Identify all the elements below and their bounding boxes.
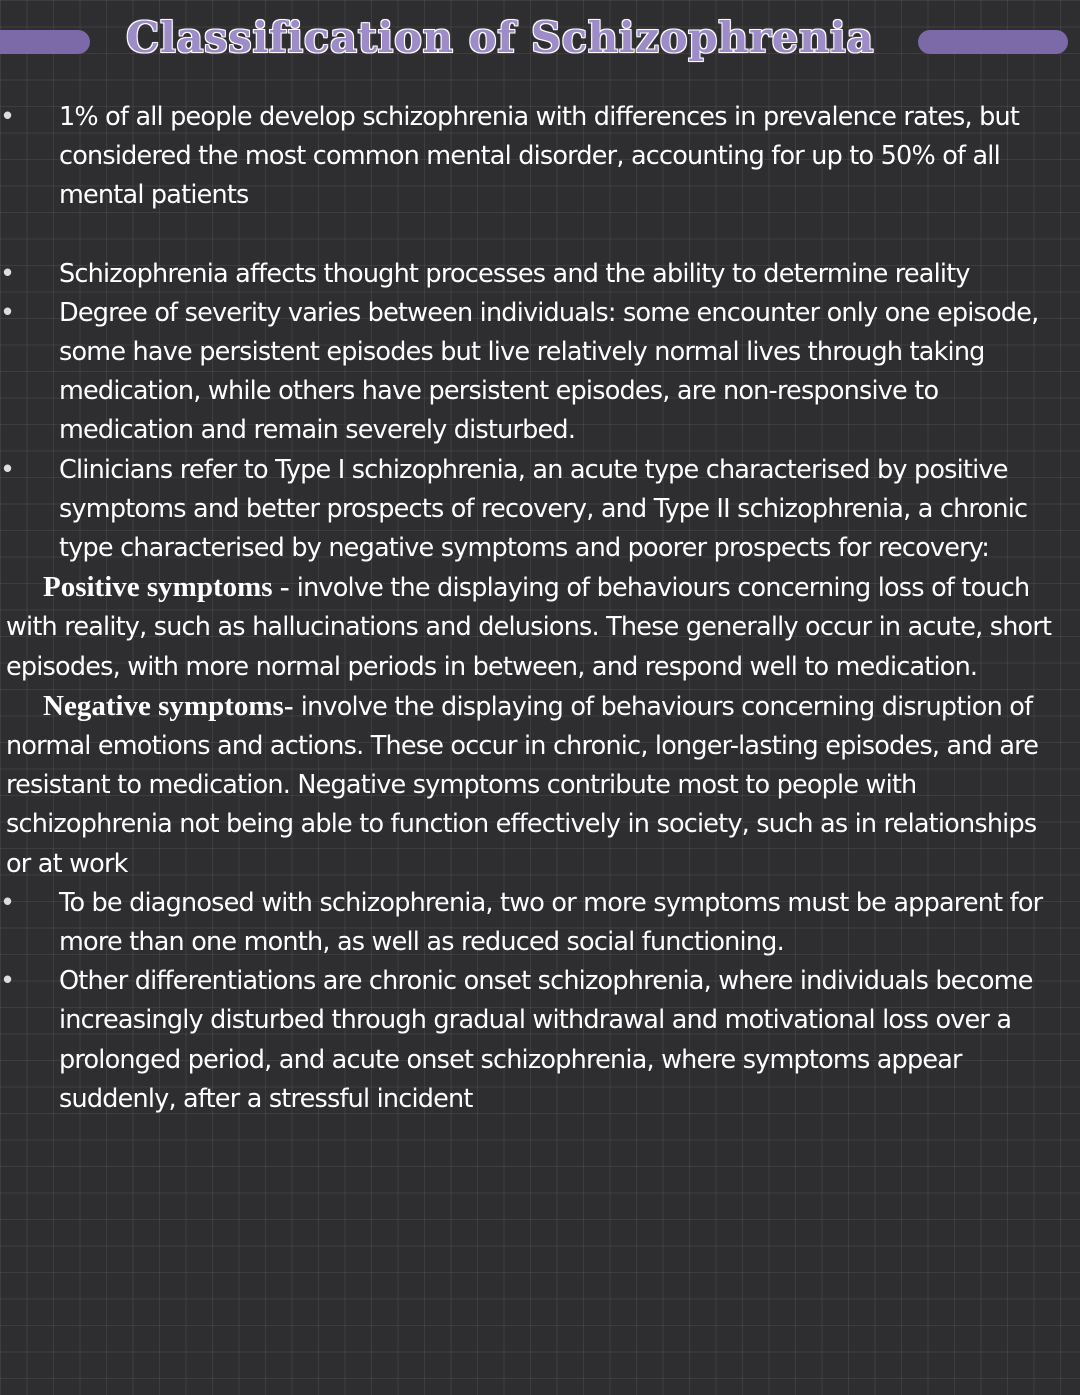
bullet-text: 1% of all people develop schizophrenia with differences in prevalence rates, but considered the most common mental disorder, accounting for up to 50% of all mental patients xyxy=(59,102,1020,211)
bullet-text: Clinicians refer to Type I schizophrenia, an acute type characterised by positive symptoms and better prospects of recovery, and Type II schizophrenia, a chronic type characterised by negative symptoms and poorer prospects for recovery: xyxy=(59,454,1028,564)
notes-body xyxy=(0,98,1080,1119)
bullet-text: Schizophrenia affects thought processes and the ability to determine reality xyxy=(59,258,970,289)
bullet-icon: • xyxy=(0,258,15,289)
negative-symptoms-term: Negative symptoms- xyxy=(43,689,294,722)
bullet-text: To be diagnosed with schizophrenia, two or more symptoms must be apparent for more than one month, as well as reduced social functioning. xyxy=(59,887,1043,958)
negative-symptoms-text: involve the displaying of behaviours concerning disruption of normal emotions and actions. These occur in chronic, longer-lasting episodes, and are resistant to medication. Negative symptoms contribute most to people with schizophrenia not being able to function effectively in society, such as in relationships or at work xyxy=(6,691,1039,879)
bullet-item xyxy=(0,962,1080,1119)
bullet-icon: • xyxy=(0,454,15,485)
bullet-icon: • xyxy=(0,102,15,132)
spacer xyxy=(0,216,1080,255)
positive-symptoms-paragraph xyxy=(0,568,1080,687)
bullet-icon: • xyxy=(0,297,15,328)
bullet-icon: • xyxy=(0,887,15,918)
bullet-item xyxy=(0,884,1080,962)
bullet-item xyxy=(0,98,1080,216)
positive-symptoms-term: Positive symptoms - xyxy=(43,571,290,604)
negative-symptoms-paragraph xyxy=(0,687,1080,884)
bullet-icon: • xyxy=(0,966,15,997)
page-title: Classification of Schizophrenia xyxy=(125,13,875,62)
title-decoration-right xyxy=(918,30,1068,54)
bullet-item xyxy=(0,255,1080,294)
positive-symptoms-text: involve the displaying of behaviours concerning loss of touch with reality, such as hallucinations and delusions. These generally occur in acute, short episodes, with more normal periods in between, and respond well to medication. xyxy=(6,573,1052,682)
title-bar xyxy=(0,0,1080,84)
bullet-text: Degree of severity varies between individuals: some encounter only one episode, some have persistent episodes but live relatively normal lives through taking medication, while others have persistent episodes, are non-responsive to medication and remain severely disturbed. xyxy=(59,297,1039,446)
bullet-item xyxy=(0,294,1080,451)
bullet-item xyxy=(0,451,1080,569)
bullet-text: Other differentiations are chronic onset schizophrenia, where individuals become increasingly disturbed through gradual withdrawal and motivational loss over a prolonged period, and acute onset schizophrenia, where symptoms appear suddenly, after a stressful incident xyxy=(59,966,1033,1114)
